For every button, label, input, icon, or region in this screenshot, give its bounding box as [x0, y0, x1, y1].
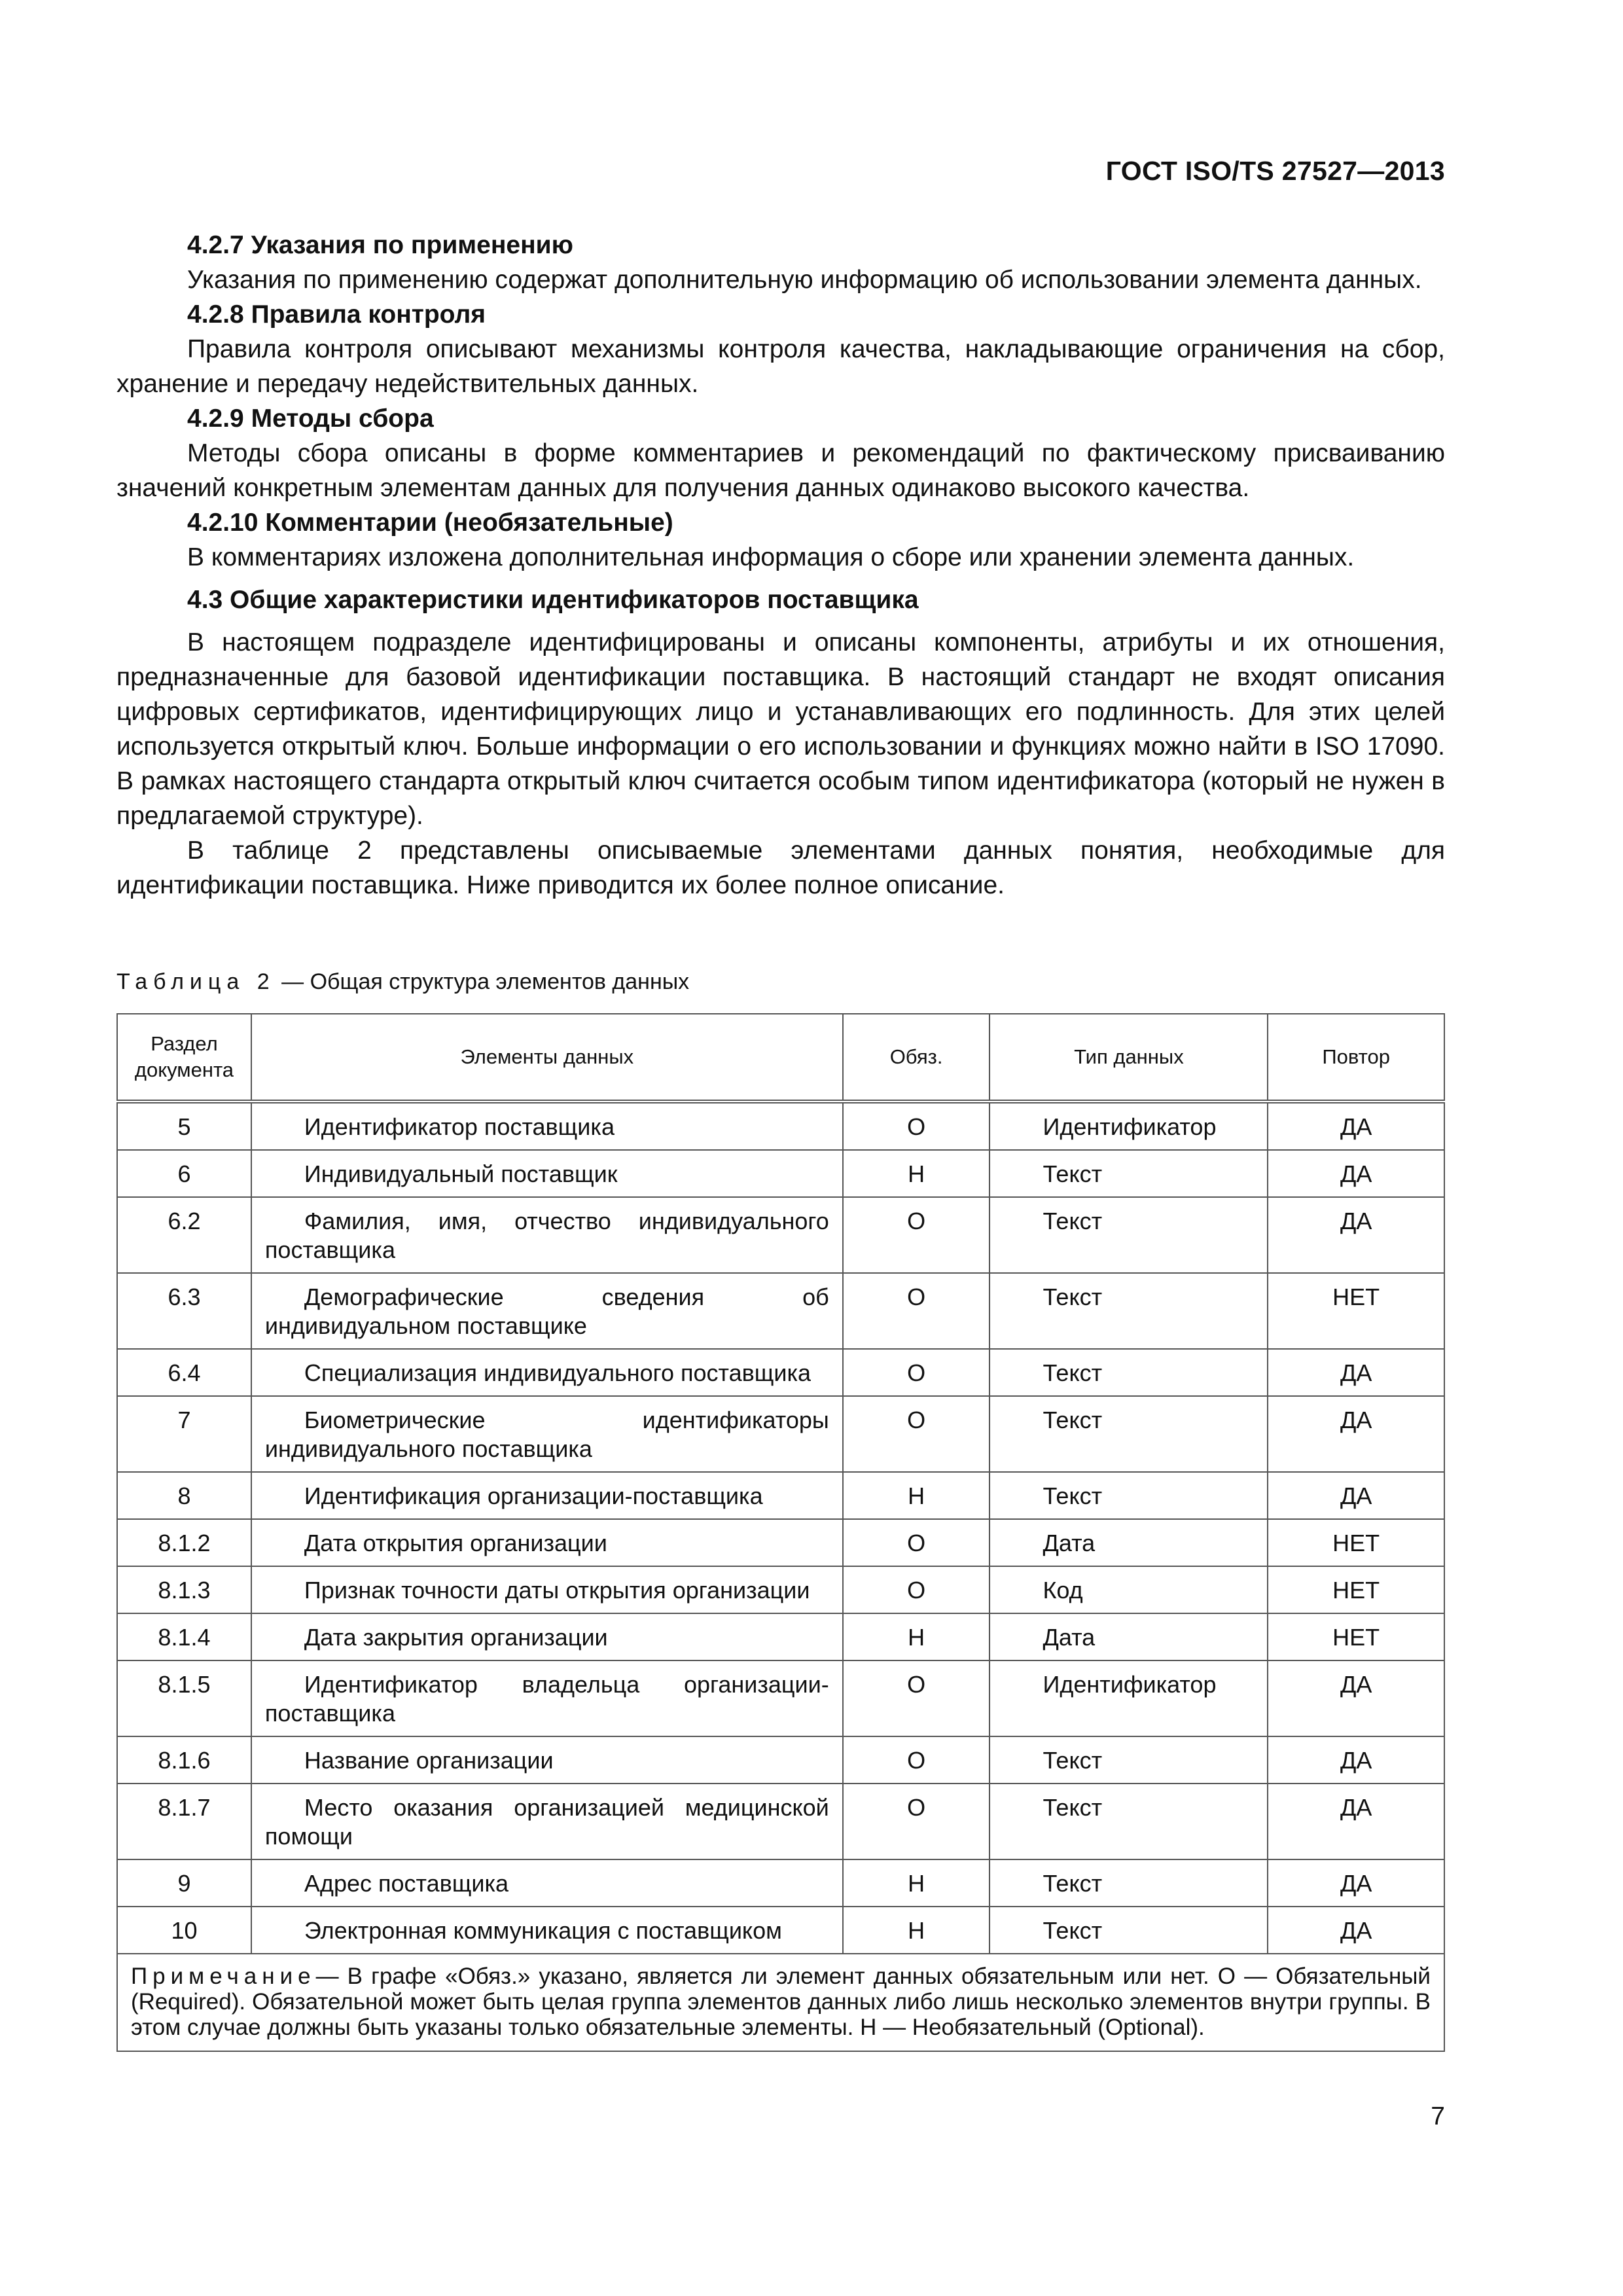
table-note: [117, 1954, 1444, 2051]
note-label: Примечание: [131, 1964, 316, 1989]
cell-required: О: [843, 1660, 990, 1736]
cell-required: О: [843, 1102, 990, 1150]
table-row: [117, 1273, 1444, 1349]
note-text: — В графе «Обяз.» указано, является ли элемент данных обязательным или нет. О — Обязательный (Required). Обязательной может быть целая группа элементов данных либо лишь несколько элементов внутри группы. В этом случае должны быть указаны только обязательные элементы. Н — Необязательный (Optional).: [131, 1964, 1431, 2040]
table-row: [117, 1519, 1444, 1566]
cell-section: 6.4: [117, 1349, 251, 1396]
cell-section: 9: [117, 1859, 251, 1907]
cell-element: Специализация индивидуального поставщика: [251, 1349, 843, 1396]
cell-section: 10: [117, 1907, 251, 1954]
cell-type: Текст: [990, 1472, 1268, 1519]
cell-type: Текст: [990, 1349, 1268, 1396]
table-row: [117, 1784, 1444, 1859]
cell-repeat: НЕТ: [1268, 1519, 1444, 1566]
cell-repeat: НЕТ: [1268, 1566, 1444, 1613]
cell-repeat: НЕТ: [1268, 1273, 1444, 1349]
cell-section: 8.1.6: [117, 1736, 251, 1784]
cell-type: Дата: [990, 1519, 1268, 1566]
column-header: Обяз.: [843, 1014, 990, 1102]
cell-required: Н: [843, 1859, 990, 1907]
cell-required: Н: [843, 1472, 990, 1519]
section-paragraph: Методы сбора описаны в форме комментариев и рекомендаций по фактическому присваиванию значений конкретным элементам данных для получения данных одинаково высокого качества.: [116, 439, 1445, 502]
table-row: [117, 1660, 1444, 1736]
cell-type: Текст: [990, 1273, 1268, 1349]
cell-repeat: ДА: [1268, 1784, 1444, 1859]
section-heading-4-2-9: 4.2.9 Методы сбора: [187, 404, 434, 433]
column-header: Элементы данных: [251, 1014, 843, 1102]
cell-element: Адрес поставщика: [251, 1859, 843, 1907]
cell-section: 8.1.5: [117, 1660, 251, 1736]
cell-element: Идентификатор владельца организации-поставщика: [251, 1660, 843, 1736]
cell-type: Текст: [990, 1907, 1268, 1954]
table-header-row: [117, 1014, 1444, 1102]
cell-element: Место оказания организацией медицинской помощи: [251, 1784, 843, 1859]
cell-element: Дата открытия организации: [251, 1519, 843, 1566]
cell-section: 8.1.7: [117, 1784, 251, 1859]
cell-repeat: ДА: [1268, 1859, 1444, 1907]
cell-type: Текст: [990, 1736, 1268, 1784]
section-paragraph: Правила контроля описывают механизмы контроля качества, накладывающие ограничения на сбор, хранение и передачу недействительных данных.: [116, 335, 1445, 398]
table-caption-text: — Общая структура элементов данных: [275, 969, 690, 994]
cell-required: Н: [843, 1613, 990, 1660]
column-header: Тип данных: [990, 1014, 1268, 1102]
cell-type: Идентификатор: [990, 1102, 1268, 1150]
table-row: [117, 1907, 1444, 1954]
cell-element: Биометрические идентификаторы индивидуального поставщика: [251, 1396, 843, 1472]
section-paragraph: В настоящем подразделе идентифицированы и описаны компоненты, атрибуты и их отношения, предназначенные для базовой идентификации поставщика. В настоящий стандарт не входят описания цифровых сертификатов, идентифицирующих лицо и устанавливающих его подлинность. Для этих целей используется открытый ключ. Больше информации о его использовании и функциях можно найти в ISO 17090. В рамках настоящего стандарта открытый ключ считается особым типом идентификатора (который не нужен в предлагаемой структуре).: [116, 628, 1445, 830]
cell-repeat: ДА: [1268, 1102, 1444, 1150]
table-note-row: [117, 1954, 1444, 2051]
section-paragraph: В комментариях изложена дополнительная информация о сборе или хранении элемента данных.: [187, 543, 1355, 571]
cell-element: Идентификация организации-поставщика: [251, 1472, 843, 1519]
cell-section: 6.2: [117, 1197, 251, 1273]
cell-required: О: [843, 1566, 990, 1613]
cell-repeat: ДА: [1268, 1736, 1444, 1784]
table-row: [117, 1566, 1444, 1613]
cell-element: Дата закрытия организации: [251, 1613, 843, 1660]
cell-required: О: [843, 1519, 990, 1566]
cell-section: 6: [117, 1150, 251, 1197]
cell-section: 8: [117, 1472, 251, 1519]
cell-required: О: [843, 1396, 990, 1472]
table-row: [117, 1859, 1444, 1907]
cell-type: Текст: [990, 1859, 1268, 1907]
table-row: [117, 1349, 1444, 1396]
table-caption-label: Таблица 2: [116, 969, 276, 994]
cell-required: О: [843, 1197, 990, 1273]
cell-type: Текст: [990, 1197, 1268, 1273]
table-row: [117, 1613, 1444, 1660]
cell-section: 5: [117, 1102, 251, 1150]
cell-required: Н: [843, 1150, 990, 1197]
cell-type: Текст: [990, 1784, 1268, 1859]
section-heading-4-2-8: 4.2.8 Правила контроля: [187, 300, 486, 329]
table-row: [117, 1102, 1444, 1150]
cell-required: О: [843, 1736, 990, 1784]
section-paragraph: В таблице 2 представлены описываемые элементами данных понятия, необходимые для идентификации поставщика. Ниже приводится их более полное описание.: [116, 836, 1445, 899]
cell-type: Текст: [990, 1150, 1268, 1197]
cell-element: Демографические сведения об индивидуальном поставщике: [251, 1273, 843, 1349]
cell-required: Н: [843, 1907, 990, 1954]
cell-element: Название организации: [251, 1736, 843, 1784]
cell-repeat: ДА: [1268, 1907, 1444, 1954]
cell-type: Текст: [990, 1396, 1268, 1472]
cell-section: 8.1.3: [117, 1566, 251, 1613]
document-code: ГОСТ ISO/TS 27527—2013: [1105, 156, 1445, 186]
cell-repeat: ДА: [1268, 1472, 1444, 1519]
cell-section: 8.1.2: [117, 1519, 251, 1566]
column-header: Повтор: [1268, 1014, 1444, 1102]
section-heading-4-2-10: 4.2.10 Комментарии (необязательные): [187, 509, 673, 537]
cell-repeat: ДА: [1268, 1396, 1444, 1472]
table-row: [117, 1197, 1444, 1273]
cell-section: 8.1.4: [117, 1613, 251, 1660]
section-heading-4-2-7: 4.2.7 Указания по применению: [187, 231, 573, 259]
cell-required: О: [843, 1349, 990, 1396]
column-header: Раздел документа: [117, 1014, 251, 1102]
body-text: [116, 228, 1445, 903]
data-elements-table: [116, 1013, 1445, 2052]
cell-repeat: ДА: [1268, 1660, 1444, 1736]
cell-repeat: ДА: [1268, 1150, 1444, 1197]
cell-element: Признак точности даты открытия организации: [251, 1566, 843, 1613]
table-row: [117, 1736, 1444, 1784]
cell-required: О: [843, 1784, 990, 1859]
table-row: [117, 1396, 1444, 1472]
section-heading-4-3: 4.3 Общие характеристики идентификаторов поставщика: [187, 586, 919, 614]
cell-type: Код: [990, 1566, 1268, 1613]
cell-repeat: ДА: [1268, 1349, 1444, 1396]
cell-element: Фамилия, имя, отчество индивидуального поставщика: [251, 1197, 843, 1273]
cell-section: 7: [117, 1396, 251, 1472]
cell-section: 6.3: [117, 1273, 251, 1349]
cell-repeat: НЕТ: [1268, 1613, 1444, 1660]
table-caption: [116, 967, 689, 996]
table-body: [117, 1102, 1444, 1954]
cell-element: Электронная коммуникация с поставщиком: [251, 1907, 843, 1954]
cell-element: Индивидуальный поставщик: [251, 1150, 843, 1197]
table-row: [117, 1150, 1444, 1197]
section-paragraph: Указания по применению содержат дополнительную информацию об использовании элемента данных.: [187, 266, 1422, 294]
cell-type: Дата: [990, 1613, 1268, 1660]
table-row: [117, 1472, 1444, 1519]
page-number: 7: [1431, 2102, 1445, 2130]
cell-element: Идентификатор поставщика: [251, 1102, 843, 1150]
cell-repeat: ДА: [1268, 1197, 1444, 1273]
cell-type: Идентификатор: [990, 1660, 1268, 1736]
cell-required: О: [843, 1273, 990, 1349]
